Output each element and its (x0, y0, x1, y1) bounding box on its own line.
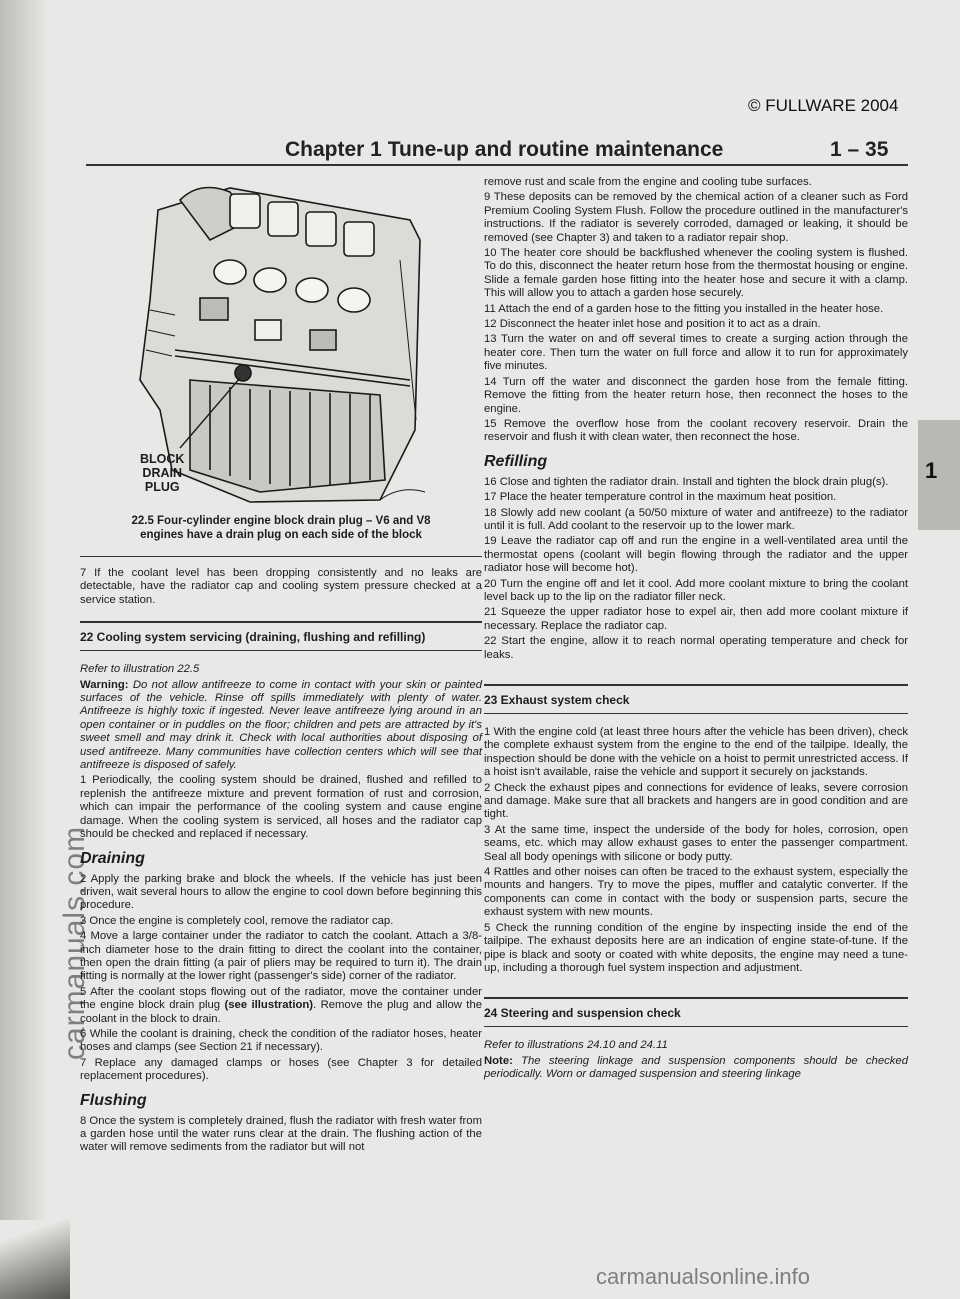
bottom-watermark: carmanualsonline.info (596, 1264, 811, 1289)
paragraph-8: 8 Once the system is completely drained, flush the radiator with fresh water from a garden hose until the water runs clear at the drain. The flushing action of the water will remove sediments from the radiator but will not (80, 1114, 482, 1154)
figure-caption-line2: engines have a drain plug on each side of the block (140, 529, 422, 541)
block-drain-plug-callout (140, 452, 184, 494)
figure-caption-line1: 22.5 Four-cylinder engine block drain plug – V6 and V8 (131, 515, 431, 527)
paragraph-3: 3 Once the engine is completely cool, remove the radiator cap. (80, 914, 394, 927)
book-corner-shadow (0, 1220, 70, 1299)
paragraph-18: 18 Slowly add new coolant (a 50/50 mixture of water and antifreeze) to the radiator until it is full. Add coolant to the reservoir up to the lower mark. (484, 506, 908, 532)
exhaust-paragraph-4: 4 Rattles and other noises can often be traced to the exhaust system, especially the mounts and hangers. Try to move the pipes, muffler and catalytic converter. If the components can come in contact with the body or suspension parts, secure the exhaust system with new mounts. (484, 866, 908, 919)
note-text: The steering linkage and suspension components should be checked periodically. Worn or damaged suspension and steering linkage (484, 1054, 908, 1081)
paragraph-5a: 5 After the coolant stops flowing out of the radiator, move the container under the engine block drain plug (80, 985, 482, 1012)
section-23-header (484, 684, 908, 714)
figure-rule (80, 556, 482, 557)
refer-to-illustration: Refer to illustration 22.5 (80, 663, 200, 676)
vertical-watermark: carmanuals.com (58, 825, 91, 1060)
warning-label: Warning: (80, 678, 129, 691)
section-24-header (484, 997, 908, 1027)
exhaust-paragraph-5: 5 Check the running condition of the engine by inspecting inside the end of the tailpipe. The exhaust deposits here are an indication of engine state-of-tune. If the pipe is black and sooty or coated with white deposits, the engine may need a tune-up, including a thorough fuel system inspection and adjustment. (484, 921, 908, 974)
paragraph-12: 12 Disconnect the heater inlet hose and position it to act as a drain. (484, 318, 821, 331)
see-illustration-ref: (see illustration) (224, 999, 314, 1012)
section-24-title: 24 Steering and suspension check (484, 1006, 681, 1021)
figure-caption (80, 514, 482, 542)
book-spine-shadow (0, 0, 48, 1299)
right-column (484, 176, 908, 1084)
paragraph-16: 16 Close and tighten the radiator drain. Install and tighten the block drain plug(s). (484, 475, 889, 488)
page-number: 1 – 35 (830, 138, 889, 161)
header-rule (86, 164, 908, 166)
paragraph-21: 21 Squeeze the upper radiator hose to expel air, then add more coolant mixture if necessary. Replace the radiator cap. (484, 606, 908, 632)
paragraph-14: 14 Turn off the water and disconnect the garden hose from the female fitting. Remove the fitting from the heater return hose, then reconnect the hoses to the engine. (484, 375, 908, 415)
flushing-heading: Flushing (80, 1091, 147, 1109)
chapter-title: Chapter 1 Tune-up and routine maintenance (285, 138, 724, 161)
paragraph-7: 7 Replace any damaged clamps or hoses (see Chapter 3 for detailed replacement procedures). (80, 1056, 482, 1083)
exhaust-paragraph-2: 2 Check the exhaust pipes and connections for evidence of leaks, severe corrosion and damage. Make sure that all brackets and hangers are in good condition and are tight. (484, 781, 908, 821)
section-rule-bottom (484, 713, 908, 714)
paragraph-10: 10 The heater core should be backflushed whenever the cooling system is flushed. To do this, disconnect the heater return hose from the thermostat housing or engine. Slide a female garden hose fitting into the heater hose and secure it with a clamp. This will allow you to attach a garden hose securely. (484, 247, 908, 300)
paragraph-8-continued: remove rust and scale from the engine and cooling tube surfaces. (484, 176, 812, 188)
paragraph-15: 15 Remove the overflow hose from the coolant recovery reservoir. Drain the reservoir and flush it with clean water, then reconnect the hose. (484, 417, 908, 444)
note-label: Note: (484, 1054, 513, 1067)
paragraph-6: 6 While the coolant is draining, check the condition of the radiator hoses, heater hoses and clamps (see Section 21 if necessary). (80, 1027, 482, 1054)
section-22-title: 22 Cooling system servicing (draining, flushing and refilling) (80, 630, 426, 645)
left-column (80, 180, 482, 1157)
paragraph-4: 4 Move a large container under the radiator to catch the coolant. Attach a 3/8-inch diameter hose to the drain fitting to direct the coolant into the container, then open the drain fitting (a pair of pliers may be required to turn it). The drain fitting is normally at the lower right (passenger's side) corner of the radiator. (80, 930, 482, 983)
paragraph-17: 17 Place the heater temperature control in the maximum heat position. (484, 491, 837, 504)
paragraph-20: 20 Turn the engine off and let it cool. Add more coolant mixture to bring the coolant level back up to the lip on the radiator filler neck. (484, 577, 908, 603)
section-rule-bottom (484, 1026, 908, 1027)
paragraph-2: 2 Apply the parking brake and block the wheels. If the vehicle has just been driven, wait several hours to allow the engine to cool down before beginning this procedure. (80, 872, 482, 912)
paragraph-13: 13 Turn the water on and off several times to create a surging action through the heater core. Then turn the water on full force and allow it to run for approximately five minutes. (484, 333, 908, 373)
exhaust-paragraph-3: 3 At the same time, inspect the underside of the body for holes, corrosion, open seams, etc. which may allow exhaust gases to enter the passenger compartment. Seal all body openings with silicone or body putty. (484, 823, 908, 863)
exhaust-paragraph-1: 1 With the engine cold (at least three hours after the vehicle has been driven), check the complete exhaust system from the engine to the end of the tailpipe. Ideally, the inspection should be done with the vehicle on a hoist to permit unrestricted access. If a hoist isn't available, raise the vehicle and support it securely on jackstands. (484, 726, 908, 779)
copyright-notice: © FULLWARE 2004 (748, 96, 899, 115)
draining-heading: Draining (80, 849, 145, 867)
paragraph-22: 22 Start the engine, allow it to reach normal operating temperature and check for leaks. (484, 635, 908, 661)
note-paragraph (484, 1055, 908, 1082)
engine-block-figure (80, 180, 482, 510)
refilling-heading: Refilling (484, 452, 548, 470)
refer-to-illustrations-24: Refer to illustrations 24.10 and 24.11 (484, 1039, 668, 1052)
section-23-title: 23 Exhaust system check (484, 693, 630, 707)
paragraph-7a: 7 If the coolant level has been dropping consistently and no leaks are detectable, have the radiator cap and cooling system pressure checked at a service station. (80, 567, 482, 606)
paragraph-1: 1 Periodically, the cooling system should be drained, flushed and refilled to replenish the antifreeze mixture and prevent formation of rust and corrosion, which can impair the performance of the cooling system and cause engine damage. When the cooling system is serviced, all hoses and the radiator cap should be checked and replaced if necessary. (80, 774, 482, 841)
paragraph-19: 19 Leave the radiator cap off and run the engine in a well-ventilated area until the thermostat opens (coolant will begin flowing through the radiator and the upper radiator hose will become hot). (484, 535, 908, 575)
paragraph-5c: . Remove the plug and allow the coolant in the block to drain. (80, 999, 483, 1025)
section-rule-bottom (80, 650, 482, 651)
callout-text: BLOCK DRAIN PLUG (140, 452, 185, 494)
paragraph-9: 9 These deposits can be removed by the chemical action of a cleaner such as Ford Premium Cooling System Flush. Follow the procedure outlined in the manufacturer's instructions. If the radiator is severely corroded, damaged or leaking, it should be removed (see Chapter 3) and taken to a radiator repair shop. (484, 191, 908, 244)
section-22-header (80, 621, 482, 651)
paragraph-5 (80, 986, 482, 1026)
warning-text: Do not allow antifreeze to come in contact with your skin or painted surfaces of the vehicle. Rinse off spills immediately with plenty of water. Antifreeze is highly toxic if ingested. Never leave antifreeze lying around in an open container or in puddles on the floor; children and pets are attracted by it's sweet smell and may drink it. Check with local authorities about disposing of used antifreeze. Many communities have collection centers which will see that antifreeze is disposed of safely. (80, 678, 482, 772)
warning-paragraph (80, 679, 482, 773)
chapter-side-tab-number: 1 (925, 458, 938, 483)
paragraph-11: 11 Attach the end of a garden hose to the fitting you installed in the heater hose. (484, 302, 884, 315)
